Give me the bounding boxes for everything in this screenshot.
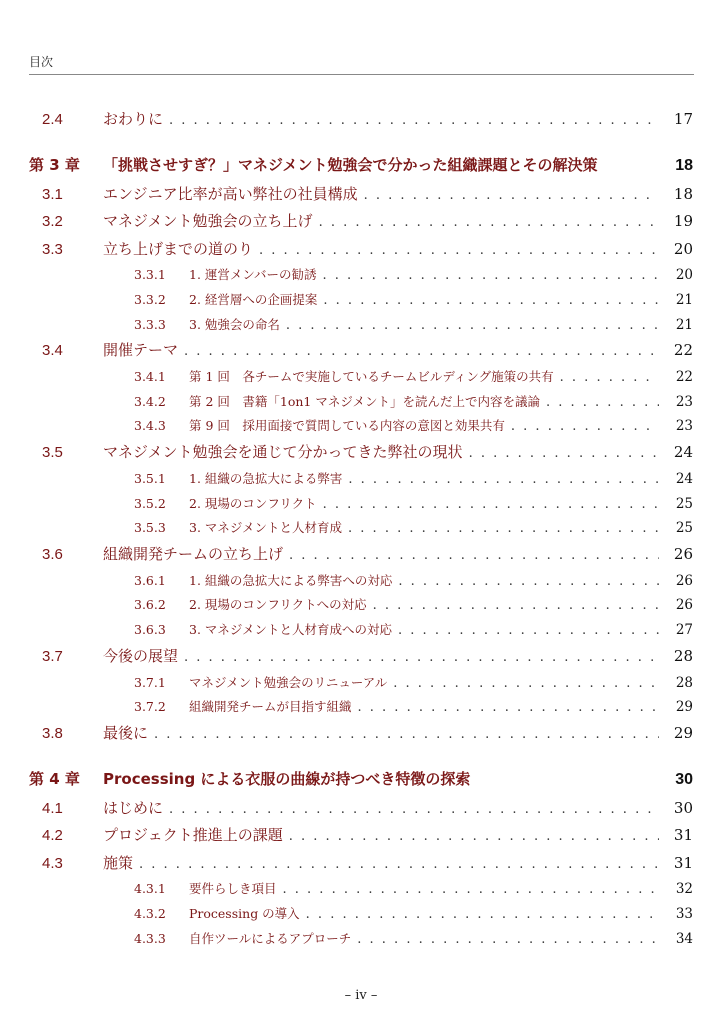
dot-leader (323, 293, 659, 308)
toc-entry-section[interactable] (0, 824, 722, 852)
toc-entry-sub[interactable] (0, 904, 722, 929)
entry-title: 組織開発チームが目指す組織 (189, 699, 352, 715)
entry-page-number: 28 (675, 674, 693, 691)
toc-entry-sub[interactable] (0, 673, 722, 698)
entry-page-number: 26 (675, 597, 693, 614)
toc-entry-section[interactable] (0, 238, 722, 266)
toc-entry-sub[interactable] (0, 929, 722, 954)
toc-entry-section[interactable] (0, 441, 722, 469)
dot-leader (283, 882, 659, 897)
toc-entry-sub[interactable] (0, 392, 722, 417)
entry-title: 第 1 回 各チームで実施しているチームビルディング施策の共有 (189, 368, 554, 384)
entry-page-number: 21 (675, 316, 693, 333)
entry-title: 今後の展望 (103, 647, 179, 666)
entry-number: 4.1 (42, 799, 63, 817)
table-of-contents (0, 108, 722, 954)
entry-page-number: 31 (673, 826, 693, 845)
entry-title: 3. 勉強会の命名 (189, 316, 280, 332)
toc-entry-sub[interactable] (0, 416, 722, 441)
entry-title: マネジメント勉強会のリニューアル (189, 674, 388, 690)
entry-number: 3.3 (42, 240, 63, 258)
dot-leader (364, 188, 659, 203)
entry-title: Processing の導入 (189, 905, 300, 921)
entry-page-number: 20 (675, 267, 693, 283)
toc-entry-section[interactable] (0, 183, 722, 211)
dot-leader (323, 497, 659, 512)
toc-entry-sub[interactable] (0, 469, 722, 494)
entry-number: 3.4 (42, 342, 63, 360)
entry-page-number: 25 (675, 520, 693, 537)
entry-title: 自作ツールによるアプローチ (189, 930, 352, 946)
dot-leader (323, 268, 659, 283)
entry-number: 3.5.2 (134, 495, 166, 511)
dot-leader (398, 623, 659, 638)
entry-number: 3.7 (42, 648, 63, 666)
toc-entry-sub[interactable] (0, 620, 722, 645)
dot-leader (169, 113, 659, 128)
entry-number: 4.3 (42, 854, 63, 872)
entry-number: 3.3.3 (134, 316, 166, 332)
entry-page-number: 18 (673, 184, 693, 203)
entry-title: プロジェクト推進上の課題 (103, 826, 283, 845)
entry-number: 3.5.3 (134, 520, 166, 536)
entry-page-number: 22 (675, 368, 693, 385)
entry-title: 3. マネジメントと人材育成 (189, 520, 343, 536)
toc-entry-section[interactable] (0, 722, 722, 750)
page-number-footer: – iv – (344, 988, 378, 1003)
entry-title: 「挑戦させすぎ？」マネジメント勉強会で分かった組織課題とその解決策 (103, 155, 598, 174)
entry-page-number: 30 (673, 798, 693, 817)
entry-page-number: 23 (675, 418, 693, 435)
entry-number: 3.7.2 (134, 699, 166, 715)
entry-page-number: 24 (673, 443, 693, 462)
dot-leader (154, 727, 659, 742)
entry-number: 3.6.3 (134, 622, 166, 638)
toc-entry-sub[interactable] (0, 265, 722, 290)
toc-entry-sub[interactable] (0, 494, 722, 519)
dot-leader (184, 650, 659, 665)
entry-number: 3.6.1 (134, 572, 166, 588)
toc-entry-sub[interactable] (0, 595, 722, 620)
entry-number: 3.4.3 (134, 418, 166, 434)
toc-entry-sub[interactable] (0, 367, 722, 392)
entry-page-number: 18 (675, 156, 693, 174)
dot-leader (169, 802, 659, 817)
entry-page-number: 17 (673, 110, 693, 128)
dot-leader (139, 857, 659, 872)
entry-page-number: 34 (675, 930, 693, 947)
toc-entry-section[interactable] (0, 543, 722, 571)
header-rule (29, 74, 694, 75)
entry-page-number: 33 (675, 905, 693, 922)
entry-title: 立ち上げまでの道のり (103, 239, 254, 258)
entry-title: 2. 現場のコンフリクトへの対応 (189, 597, 367, 613)
entry-title: マネジメント勉強会の立ち上げ (103, 212, 313, 230)
entry-number: 4.3.3 (134, 930, 166, 946)
entry-number: 3.3.2 (134, 291, 166, 307)
dot-leader (184, 344, 659, 359)
entry-number: 3.5.1 (134, 470, 166, 486)
entry-number: 4.2 (42, 827, 63, 845)
toc-entry-chapter[interactable] (0, 154, 722, 183)
entry-number: 3.2 (42, 213, 63, 230)
entry-page-number: 26 (673, 545, 693, 564)
entry-number: 3.8 (42, 725, 63, 743)
toc-entry-sub[interactable] (0, 518, 722, 543)
entry-title: 最後に (103, 724, 149, 743)
entry-title: 第 2 回 書籍「1on1 マネジメント」を読んだ上で内容を議論 (189, 393, 540, 409)
entry-page-number: 25 (675, 495, 693, 512)
toc-entry-section[interactable] (0, 645, 722, 673)
toc-entry-sub[interactable] (0, 571, 722, 596)
entry-number: 第 4 章 (29, 769, 80, 788)
toc-entry-sub[interactable] (0, 290, 722, 315)
dot-leader (358, 700, 659, 715)
entry-page-number: 29 (673, 724, 693, 743)
entry-title: 2. 現場のコンフリクト (189, 495, 317, 511)
entry-title: 開催テーマ (103, 341, 179, 360)
toc-entry-section[interactable] (0, 210, 722, 238)
entry-page-number: 24 (675, 470, 693, 487)
entry-title: 1. 組織の急拡大による弊害 (189, 470, 343, 486)
entry-page-number: 29 (675, 699, 693, 716)
toc-entry-section[interactable] (0, 339, 722, 367)
toc-entry-section[interactable] (0, 852, 722, 880)
dot-leader (546, 395, 659, 410)
entry-number: 3.6 (42, 546, 63, 564)
entry-page-number: 20 (673, 239, 693, 258)
dot-leader (289, 829, 659, 844)
entry-title: 第 9 回 採用面接で質問している内容の意図と効果共有 (189, 418, 505, 434)
toc-entry-sub[interactable] (0, 697, 722, 722)
dot-leader (469, 446, 659, 461)
entry-number: 第 3 章 (29, 155, 80, 174)
toc-entry-section[interactable] (0, 108, 722, 136)
entry-title: マネジメント勉強会を通じて分かってきた弊社の現状 (103, 443, 463, 462)
dot-leader (306, 907, 659, 922)
dot-leader (319, 215, 659, 230)
entry-title: 施策 (103, 853, 134, 872)
entry-number: 4.3.2 (134, 905, 166, 921)
entry-number: 2.4 (42, 111, 63, 128)
entry-title: 組織開発チームの立ち上げ (103, 545, 284, 564)
entry-title: はじめに (103, 798, 164, 817)
dot-leader (560, 370, 659, 385)
entry-title: 要件らしき項目 (189, 881, 277, 897)
dot-leader (511, 419, 659, 434)
entry-page-number: 30 (675, 770, 693, 788)
entry-title: 1. 組織の急拡大による弊害への対応 (189, 572, 393, 588)
entry-title: 3. マネジメントと人材育成への対応 (189, 622, 393, 638)
toc-entry-sub[interactable] (0, 315, 722, 340)
dot-leader (259, 243, 659, 258)
entry-page-number: 32 (675, 881, 693, 898)
entry-page-number: 27 (675, 622, 693, 639)
entry-number: 3.4.1 (134, 368, 166, 384)
entry-title: エンジニア比率が高い弊社の社員構成 (103, 184, 358, 203)
entry-page-number: 23 (675, 393, 693, 410)
dot-leader (393, 676, 659, 691)
toc-entry-sub[interactable] (0, 879, 722, 904)
entry-page-number: 26 (675, 572, 693, 589)
entry-number: 3.4.2 (134, 393, 166, 409)
entry-title: おわりに (103, 110, 164, 128)
entry-number: 3.7.1 (134, 674, 166, 690)
dot-leader (289, 548, 659, 563)
toc-entry-chapter[interactable] (0, 768, 722, 797)
entry-number: 3.6.2 (134, 597, 166, 613)
entry-number: 3.5 (42, 444, 63, 462)
entry-page-number: 21 (675, 291, 693, 308)
entry-number: 3.3.1 (134, 267, 166, 282)
entry-title: Processing による衣服の曲線が持つべき特徴の探索 (103, 769, 471, 788)
running-header: 目次 (29, 55, 54, 69)
entry-page-number: 31 (673, 853, 693, 872)
dot-leader (357, 932, 659, 947)
entry-page-number: 19 (673, 212, 693, 230)
dot-leader (348, 521, 659, 536)
dot-leader (373, 598, 659, 613)
entry-number: 4.3.1 (134, 881, 166, 897)
dot-leader (348, 472, 659, 487)
entry-title: 1. 運営メンバーの勧誘 (189, 267, 317, 282)
entry-title: 2. 経営層への企画提案 (189, 291, 318, 307)
dot-leader (398, 574, 659, 589)
entry-page-number: 22 (673, 341, 693, 360)
toc-entry-section[interactable] (0, 797, 722, 825)
entry-number: 3.1 (42, 185, 63, 203)
dot-leader (286, 318, 659, 333)
entry-page-number: 28 (673, 647, 693, 666)
